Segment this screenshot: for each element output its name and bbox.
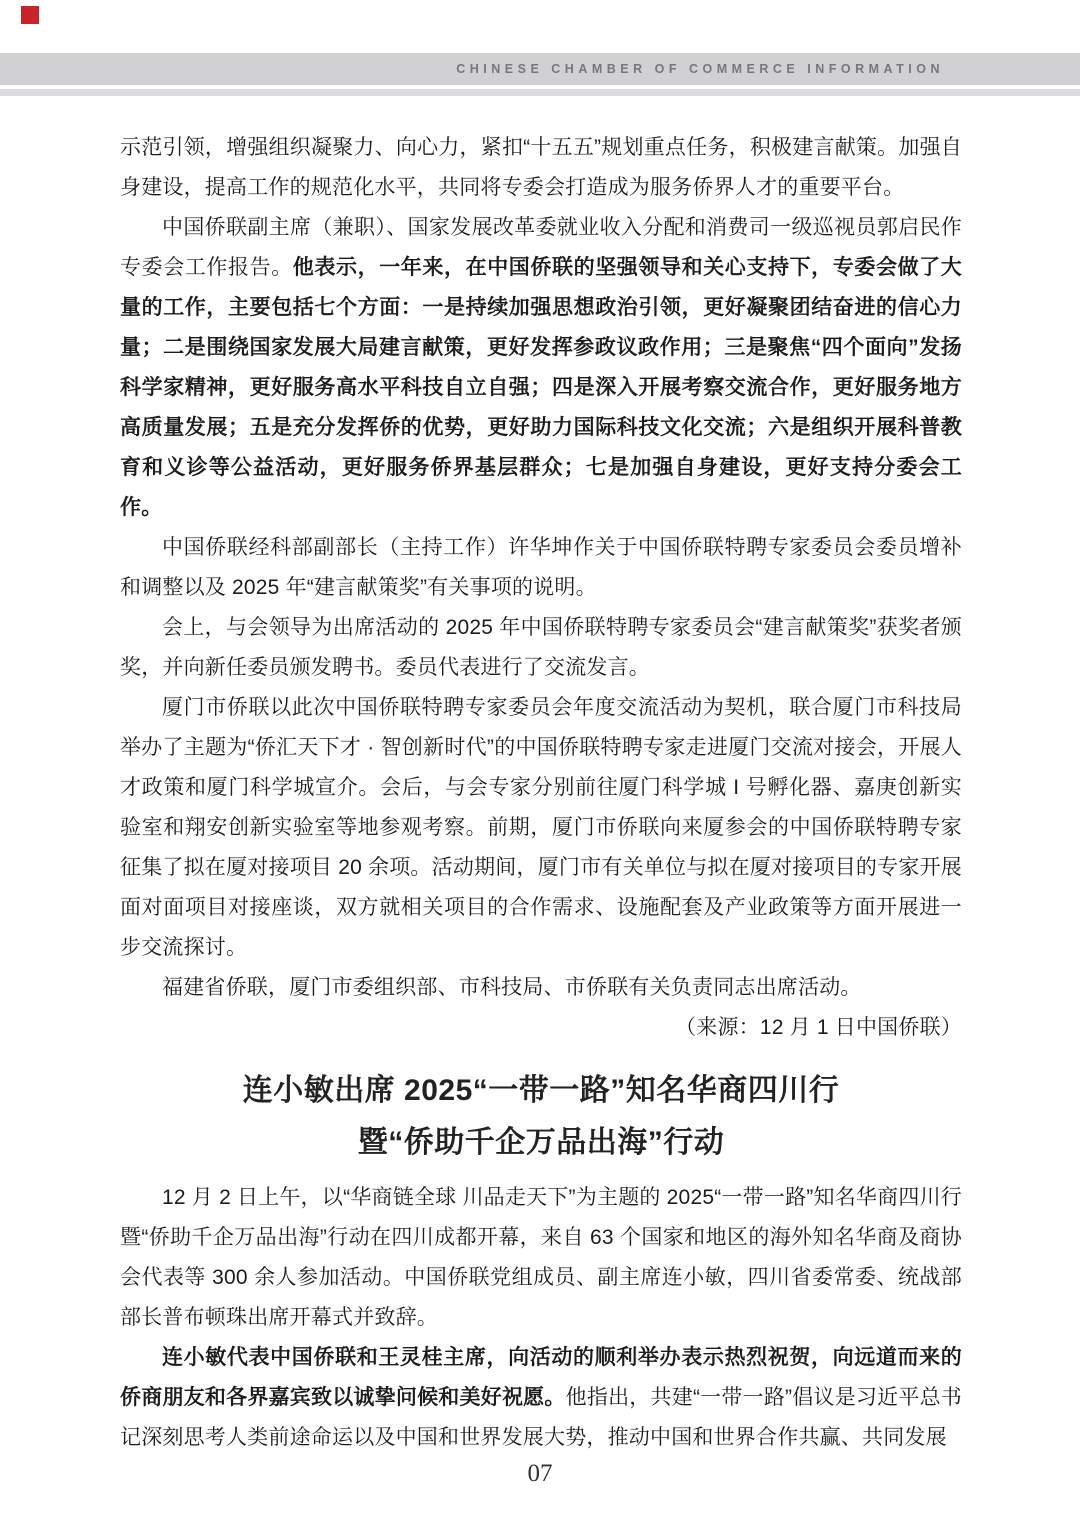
- red-corner-marker: [21, 6, 39, 24]
- paragraph: [120, 608, 962, 688]
- paragraph-text-run: 示范引领，增强组织凝聚力、向心力，紧扣“十五五”规划重点任务，积极建言献策。加强自身建设，提高工作的规范化水平，共同将专委会打造成为服务侨界人才的重要平台。: [120, 136, 962, 199]
- paragraph-text-run: （来源：12 月 1 日中国侨联）: [675, 1016, 962, 1039]
- header-banner-thin-rule: [0, 89, 1080, 96]
- paragraph-text-run: 厦门市侨联以此次中国侨联特聘专家委员会年度交流活动为契机，联合厦门市科技局举办了主题为“侨汇天下才 · 智创新时代”的中国侨联特聘专家走进厦门交流对接会，开展人才政策和厦门科学城宣介。会后，与会专家分别前往厦门科学城 I 号孵化器、嘉庚创新实验室和翔安创新实验室等地参观考察。前期，厦门市侨联向来厦参会的中国侨联特聘专家征集了拟在厦对接项目 20 余项。活动期间，厦门市有关单位与拟在厦对接项目的专家开展面对面项目对接座谈，双方就相关项目的合作需求、设施配套及产业政策等方面开展进一步交流探讨。: [120, 696, 962, 959]
- header-banner-text: CHINESE CHAMBER OF COMMERCE INFORMATION: [456, 62, 944, 76]
- paragraph: [120, 1338, 962, 1458]
- paragraph-text-run: 12 月 2 日上午，以“华商链全球 川品走天下”为主题的 2025“一带一路”知名华商四川行暨“侨助千企万品出海”行动在四川成都开幕，来自 63 个国家和地区的海外知名华商及商协会代表等 300 余人参加活动。中国侨联党组成员、副主席连小敏，四川省委常委、统战部部长普布顿珠出席开幕式并致辞。: [120, 1186, 962, 1329]
- page-number: 07: [527, 1460, 553, 1487]
- paragraph: [120, 968, 962, 1008]
- paragraph-bold-run: 他表示，一年来，在中国侨联的坚强领导和关心支持下，专委会做了大量的工作，主要包括七个方面：一是持续加强思想政治引领，更好凝聚团结奋进的信心力量；二是围绕国家发展大局建言献策，更好发挥参政议政作用；三是聚焦“四个面向”发扬科学家精神，更好服务高水平科技自立自强；四是深入开展考察交流合作，更好服务地方高质量发展；五是充分发挥侨的优势，更好助力国际科技文化交流；六是组织开展科普教育和义诊等公益活动，更好服务侨界基层群众；七是加强自身建设，更好支持分委会工作。: [120, 256, 962, 519]
- paragraph-text-run: 中国侨联副主席（兼职）、国家发展改革委就业收入分配和消费司一级巡视员郭启民作专委会工作报告。: [120, 216, 962, 279]
- paragraph-text-run: 会上，与会领导为出席活动的 2025 年中国侨联特聘专家委员会“建言献策奖”获奖者颁奖，并向新任委员颁发聘书。委员代表进行了交流发言。: [120, 616, 962, 679]
- page-content: [120, 128, 962, 1458]
- paragraph: [120, 528, 962, 608]
- paragraph-bold-run: 连小敏代表中国侨联和王灵桂主席，向活动的顺利举办表示热烈祝贺，向远道而来的侨商朋友和各界嘉宾致以诚挚问候和美好祝愿。: [120, 1346, 962, 1409]
- paragraph-text-run: 中国侨联经科部副部长（主持工作）许华坤作关于中国侨联特聘专家委员会委员增补和调整以及 2025 年“建言献策奖”有关事项的说明。: [120, 536, 962, 599]
- article-2-title-line-2: 暨“侨助千企万品出海”行动: [357, 1126, 725, 1159]
- paragraph: [120, 688, 962, 968]
- article-2-title: [120, 1065, 962, 1169]
- paragraph-text-run: 福建省侨联，厦门市委组织部、市科技局、市侨联有关负责同志出席活动。: [162, 976, 862, 999]
- paragraph: [120, 1178, 962, 1338]
- paragraph-text-run: 他指出，共建“一带一路”倡议是习近平总书记深刻思考人类前途命运以及中国和世界发展大势，推动中国和世界合作共赢、共同发展: [120, 1386, 962, 1449]
- article-1: [120, 128, 962, 1048]
- header-banner: [0, 53, 1080, 85]
- paragraph: [120, 208, 962, 528]
- article-2: [120, 1178, 962, 1458]
- article-2-title-line-1: 连小敏出席 2025“一带一路”知名华商四川行: [242, 1074, 840, 1107]
- paragraph: [120, 128, 962, 208]
- paragraph: [120, 1008, 962, 1048]
